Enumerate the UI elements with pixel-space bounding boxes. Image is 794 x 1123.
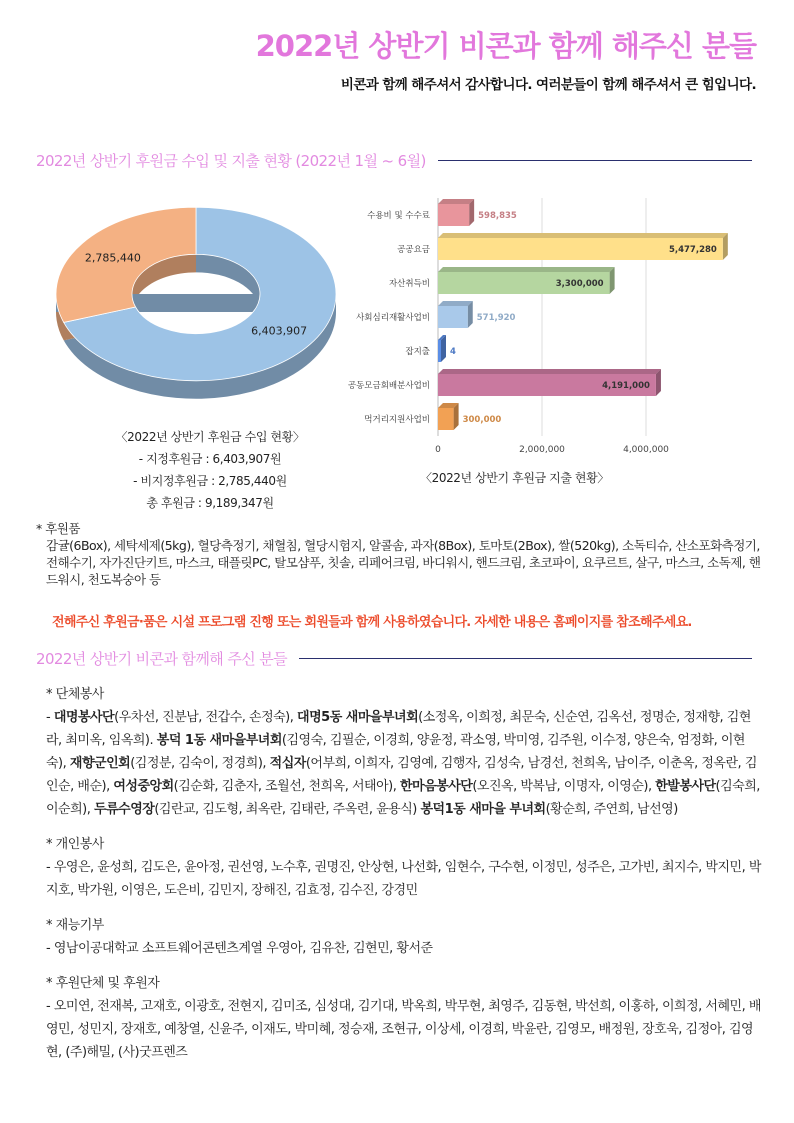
income-undesignated: - 비지정후원금 : 2,785,440원 [133,474,287,488]
talent-donation-label: * 재능기부 [46,918,104,933]
donated-goods [36,520,761,588]
x-tick-label: 0 [435,445,441,455]
group-org-name: 대명봉사단 [53,710,115,725]
group-org-name: 한발봉사단 [655,779,716,794]
group-org-name: 봉덕1동 새마을 부녀회 [420,802,546,817]
section-heading-supporters [36,648,752,669]
category-label: 공동모금회배분사업비 [347,381,430,391]
bar-value-label: 5,477,280 [668,245,717,255]
donated-goods-label: * 후원품 [36,521,80,536]
bar [438,306,468,328]
bar [438,340,441,362]
section-heading-finance-text: 2022년 상반기 후원금 수입 및 지출 현황 (2022년 1월 ~ 6월) [36,152,426,170]
category-label: 공공요금 [397,245,430,255]
income-donut-svg [46,176,346,436]
group-org-name: 재향군인회 [69,756,131,771]
expense-bar-chart [330,190,770,460]
category-label: 사회심리재활사업비 [356,313,430,323]
bar-top-face [438,233,728,238]
usage-notice: 전해주신 후원금·품은 시설 프로그램 진행 또는 회원들과 함께 사용하였습니다. 자세한 내용은 홈페이지를 참조해주세요. [52,615,692,630]
income-designated: - 지정후원금 : 6,403,907원 [138,452,282,466]
group-org-name: 대명5동 새마을부녀회 [297,710,419,725]
page-title: 2022년 상반기 비콘과 함께 해주신 분들 [255,29,756,63]
bar-top-face [438,301,473,306]
group-org-members: (김란교, 김도형, 최옥란, 김태란, 주옥련, 윤용식) [154,802,421,817]
donated-goods-list: 감귤(6Box), 세탁세제(5kg), 혈당측정기, 채혈침, 혈당시험지, 알콜솜, 과자(8Box), 토마토(2Box), 쌀(520kg), 소독티슈, 산소포화측정기, 전해수기, 자가진단키트, 마스크, 태플릿PC, 탈모샴푸, 칫솔, 리페어크림, 바디워시, 핸드크림, 초코파이, 요쿠르트, 살구, 마스크, 소독제, 핸드워시, 천도복숭아 등 [46,538,761,587]
section-divider [299,658,752,659]
group-org-members: (우차선, 진분남, 전갑수, 손정숙), [114,710,298,725]
income-summary [60,426,360,514]
individual-volunteers [46,833,761,902]
bar-value-label: 3,300,000 [555,279,604,289]
individual-volunteers-text: - 우영은, 윤성희, 김도은, 윤아정, 권선영, 노수후, 권명진, 안상현, 나선화, 임현수, 구수현, 이정민, 성주은, 고가빈, 최지수, 박지민, 박지호, 박가원, 이영은, 도은비, 김민지, 장해진, 김효정, 김수진, 강경민 [46,860,761,898]
bar-top-face [438,369,661,374]
individual-volunteers-label: * 개인봉사 [46,837,104,852]
bar-value-label: 4 [450,347,456,357]
bar-value-label: 4,191,000 [602,381,650,391]
bar-top-face [438,267,615,272]
group-org-members: (오진옥, 박복남, 이명자, 이영순), [472,779,656,794]
category-label: 잡지출 [405,347,430,357]
group-org-name: 봉덕 1동 새마을부녀회 [156,733,282,748]
group-org-name: 두류수영장 [94,802,155,817]
x-tick-label: 2,000,000 [519,445,565,455]
donut-value-label: 2,785,440 [84,251,141,265]
category-label: 먹거리지원사업비 [364,415,430,425]
group-volunteers-label: * 단체봉사 [46,687,104,702]
group-org-members: (김정분, 김숙이, 정경희), [130,756,270,771]
x-tick-label: 4,000,000 [623,445,669,455]
group-org-members: (황순희, 주연희, 남선영) [545,802,678,817]
expense-chart-caption: 〈2022년 상반기 후원금 지출 현황〉 [420,471,609,485]
group-org-members: (김영숙, 김필순, 이경희, 양윤정, 곽소영, 박미영, 김주원, 이수정, 양은숙, 엄정화, 이현숙), [46,733,745,771]
bar-value-label: 300,000 [462,415,502,425]
sponsors-label: * 후원단체 및 후원자 [46,976,160,991]
category-label: 수용비 및 수수료 [367,211,430,221]
bar-value-label: 598,835 [478,211,517,221]
section-heading-finance [36,150,752,171]
group-volunteers [46,683,761,821]
sponsors [46,972,761,1064]
section-heading-supporters-text: 2022년 상반기 비콘과 함께해 주신 분들 [36,650,288,668]
group-org-members: (어부희, 이희자, 김영예, 김행자, 김성숙, 남경선, 천희옥, 남이주, 이춘옥, 정옥란, 김인순, 배순), [46,756,757,794]
group-org-members: (소정옥, 이희정, 최문숙, 신순연, 김옥선, 정명순, 정재향, 김현라, 최미옥, 임옥희). [46,710,751,748]
income-chart-caption: 〈2022년 상반기 후원금 수입 현황〉 [115,430,305,444]
category-label: 자산취득비 [388,279,430,289]
group-volunteers-text [46,706,761,821]
income-donut-chart [46,176,346,436]
page-subtitle: 비콘과 함께 해주셔서 감사합니다. 여러분들이 함께 해주셔서 큰 힘입니다. [340,77,756,93]
income-total: 총 후원금 : 9,189,347원 [146,496,274,510]
talent-donation [46,914,761,960]
group-org-name: 한마음봉사단 [399,779,473,794]
bar-value-label: 571,920 [476,313,516,323]
bar [438,408,454,430]
group-org-members: (김숙희, 이순희), [46,779,760,817]
section-divider [438,160,752,161]
sponsors-text: - 오미연, 전재복, 고재호, 이광호, 전현지, 김미조, 심성대, 김기대, 박옥희, 박무현, 최영주, 김동현, 박선희, 이홍하, 이희정, 서혜민, 배영민, 성민지, 장재호, 예창열, 신윤주, 이재도, 박미혜, 정승재, 조현규, 이상세, 이경희, 박윤란, 김영모, 배정원, 장호욱, 김정아, 김영현, (주)해밀, (사)굿프렌즈 [46,999,761,1060]
bar [438,204,469,226]
group-org-name: 여성중앙회 [113,779,174,794]
group-volunteers-prefix: - [46,710,54,725]
bar-top-face [438,199,474,204]
expense-bar-svg [330,190,770,460]
supporters-list [46,683,761,1076]
donut-value-label: 6,403,907 [251,324,308,338]
talent-donation-text: - 영남이공대학교 소프트웨어콘텐츠계열 우영아, 김유찬, 김현민, 황서준 [46,941,433,956]
group-org-members: (김순화, 김춘자, 조월선, 천희옥, 서태아), [173,779,400,794]
group-org-name: 적십자 [269,756,306,771]
